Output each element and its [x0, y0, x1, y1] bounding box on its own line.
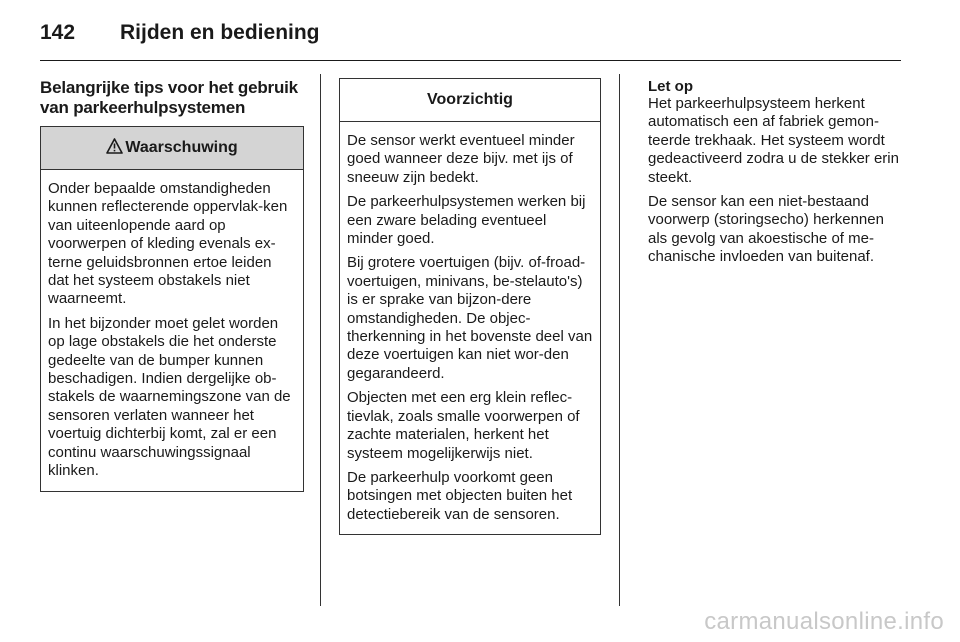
column-divider-1: [320, 74, 321, 606]
warning-box: [40, 126, 304, 492]
watermark: carmanualsonline.info: [704, 608, 944, 635]
warning-triangle-icon: [106, 138, 123, 159]
caution-paragraph: De parkeerhulpsystemen werken bij een zware belading eventueel minder goed.: [347, 193, 586, 248]
warning-header: [41, 127, 303, 170]
note-paragraph: De sensor kan een niet-bestaand voorwerp (storingsecho) herkennen als gevolg van akoestische of me-chanische invloeden van buitenaf.: [648, 193, 884, 266]
warning-paragraph: In het bijzonder moet gelet worden op lage obstakels die het onderste gedeelte van de bumper kunnen beschadigen. Indien dergelijke ob-stakels de waarnemingszone van de sensoren verlaten wanneer het voertuig dichterbij komt, zal er een continu waarschuwingssignaal klinken.: [48, 314, 291, 480]
section-title: Belangrijke tips voor het gebruik van parkeerhulpsystemen: [40, 78, 298, 117]
note-label: Let op: [648, 78, 693, 95]
caution-header: [340, 79, 600, 122]
caution-box: [339, 78, 601, 535]
note-paragraph: Het parkeerhulpsysteem herkent automatisch een af fabriek gemon-teerde trekhaak. Het systeem wordt gedeactiveerd zodra u de stekker erin steekt.: [648, 95, 899, 186]
middle-column: [339, 78, 601, 535]
chapter-title: Rijden en bediening: [120, 21, 320, 44]
right-column: [648, 78, 902, 273]
header-rule: [40, 60, 901, 61]
page-header: [40, 18, 320, 48]
caution-paragraph: De parkeerhulp voorkomt geen botsingen met objecten buiten het detectiebereik van de sensoren.: [347, 468, 573, 523]
caution-paragraph: Objecten met een erg klein reflec-tievlak, zoals smalle voorwerpen of zachte materialen, herkent het systeem mogelijkerwijs niet.: [347, 389, 580, 462]
left-column: [40, 78, 304, 492]
caution-title: Voorzichtig: [427, 91, 513, 108]
warning-title: Waarschuwing: [125, 139, 238, 156]
caution-body: [340, 122, 600, 534]
warning-body: [41, 170, 303, 491]
column-divider-2: [619, 74, 620, 606]
warning-paragraph: Onder bepaalde omstandigheden kunnen reflecterende oppervlak-ken van uiteenlopende aard op voorwerpen of kleding evenals ex-terne geluidsbronnen ertoe leiden dat het systeem obstakels niet waarneemt.: [48, 180, 288, 308]
caution-paragraph: Bij grotere voertuigen (bijv. of-froad-voertuigen, minivans, be-stelauto's) is er sprake van bijzon-dere omstandigheden. De objec-therkenning in het bovenste deel van deze voertuigen kan niet wor-den gegarandeerd.: [347, 254, 593, 382]
caution-paragraph: De sensor werkt eventueel minder goed wanneer deze bijv. met ijs of sneeuw zijn bedekt.: [347, 132, 575, 186]
page-number: 142: [40, 21, 76, 44]
